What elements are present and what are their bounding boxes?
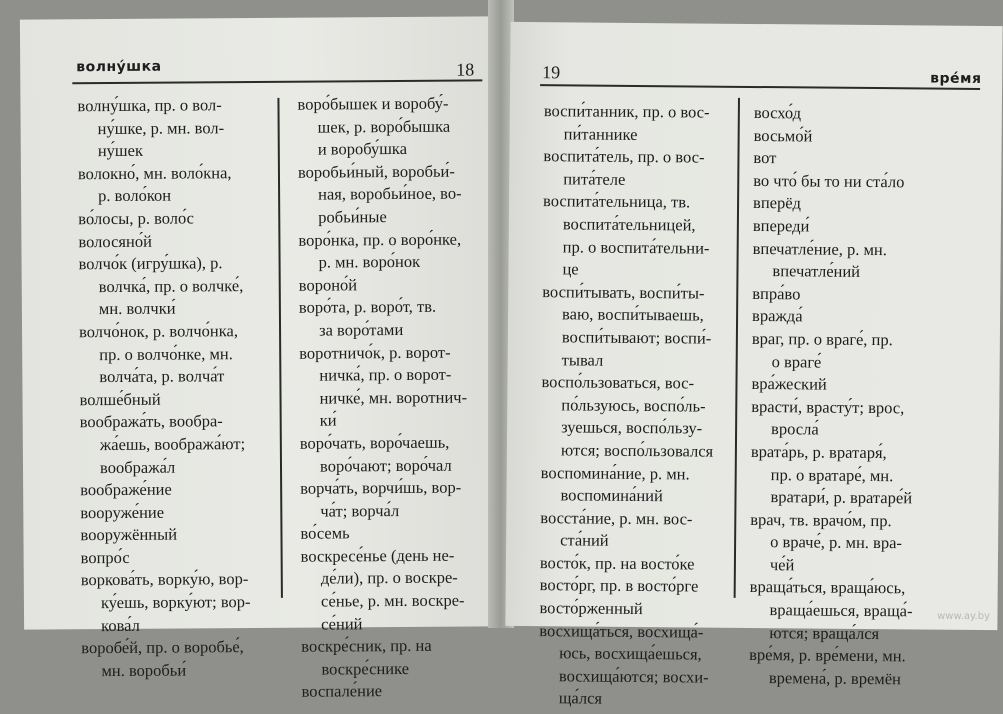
dictionary-line: вражда́ <box>752 306 803 326</box>
dictionary-line: зуешься, воспо́льзу- <box>561 417 703 438</box>
dictionary-line: воскре́сник, пр. на <box>301 636 432 656</box>
left-column-1 <box>77 94 251 683</box>
dictionary-line: во что́ бы то ни ста́ло <box>753 170 905 192</box>
dictionary-line: впечатле́ний <box>772 261 861 282</box>
dictionary-line: воротничо́к, р. ворот- <box>299 342 451 363</box>
dictionary-line: вперёд <box>752 193 802 213</box>
dictionary-line: ща́лся <box>558 688 603 709</box>
dictionary-line: впереди́ <box>752 215 810 236</box>
dictionary-line: тывал <box>561 349 604 370</box>
dictionary-line: времена́, р. времён <box>768 667 902 689</box>
right-column-2 <box>749 102 917 691</box>
dictionary-line: ваю, воспи́тываешь, <box>562 304 704 325</box>
dictionary-line: воро́чают; воро́чал <box>319 455 452 476</box>
dictionary-line: ки́ <box>319 410 337 430</box>
dictionary-line: ются; враща́лся <box>769 622 880 643</box>
dictionary-line: ворча́ть, ворчи́шь, вор- <box>300 477 462 498</box>
dictionary-line: воспомина́ний <box>560 485 663 506</box>
header-rule-left <box>72 79 482 84</box>
dictionary-line: вопро́с <box>80 547 130 568</box>
dictionary-line: восто́рг, пр. в восто́рге <box>539 575 699 596</box>
dictionary-line: се́ний <box>321 613 363 634</box>
left-column-2 <box>297 93 469 704</box>
dictionary-line: волокно́, мн. воло́кна, <box>77 162 232 184</box>
dictionary-line: пр. о воспита́тельни- <box>562 236 710 258</box>
dictionary-line: враща́ешься, враща́- <box>769 600 913 621</box>
dictionary-line: жа́ешь, вообража́ют; <box>99 433 246 455</box>
dictionary-line: пр. о волчо́нке, мн. <box>99 343 233 364</box>
column-divider-left <box>277 98 282 598</box>
header-rule-right <box>540 84 980 90</box>
running-head-left: волну́шка <box>76 58 162 76</box>
dictionary-line: по́льзуюсь, воспо́ль- <box>561 395 706 416</box>
dictionary-line: воспи́тывать, воспи́ты- <box>542 281 705 303</box>
dictionary-line: вороно́й <box>298 275 358 295</box>
dictionary-line: воскресе́нье (день не- <box>300 545 455 566</box>
dictionary-line: вооружённый <box>80 524 178 545</box>
dictionary-line: р. мн. воро́нок <box>318 252 421 272</box>
dictionary-line: впра́во <box>752 283 801 304</box>
left-page <box>20 16 494 702</box>
dictionary-line: врасти́, врасту́т; врос, <box>751 396 905 418</box>
dictionary-line: кова́л <box>101 615 140 635</box>
dictionary-line: ку́ешь, ворку́ют; вор- <box>100 592 251 613</box>
dictionary-line: юсь, восхища́ешься, <box>559 643 702 664</box>
dictionary-line: враща́ться, враща́юсь, <box>749 577 906 598</box>
dictionary-line: воспомина́ние, р. мн. <box>540 462 690 483</box>
dictionary-line: пр. о вратаре́, мн. <box>770 464 894 485</box>
dictionary-line: впечатле́ние, р. мн. <box>752 238 887 259</box>
dictionary-line: ча́т; ворча́л <box>320 500 400 521</box>
dictionary-line: вот <box>753 148 777 168</box>
watermark: www.ay.by <box>937 611 990 622</box>
dictionary-line: ну́шек <box>97 140 143 161</box>
dictionary-line: робьи́ные <box>318 207 387 227</box>
column-divider-right <box>734 98 740 598</box>
dictionary-line: воспале́ние <box>301 681 383 702</box>
dictionary-line: о враге́ <box>771 351 822 372</box>
dictionary-line: воро́бышек и воробу́- <box>297 93 449 114</box>
dictionary-line: мн. воробьи́ <box>101 660 187 680</box>
dictionary-line: ются; воспо́льзовался <box>560 440 714 461</box>
dictionary-line: воро́нка, пр. о воро́нке, <box>298 229 462 250</box>
dictionary-line: вросла́ <box>771 419 819 439</box>
dictionary-line: вообража́ть, вообра- <box>79 411 223 432</box>
dictionary-line: вра́жеский <box>751 374 827 394</box>
dictionary-line: восхо́д <box>753 102 802 123</box>
dictionary-line: пи́таннике <box>563 123 638 144</box>
dictionary-line: р. воло́кон <box>98 185 172 206</box>
dictionary-line: волчо́нок, р. волчо́нка, <box>78 321 239 342</box>
dictionary-line: воспита́тельница, тв. <box>542 191 691 212</box>
dictionary-line: че́й <box>769 555 795 575</box>
dictionary-line: враг, пр. о враге́, пр. <box>751 328 893 350</box>
page-number-left: 18 <box>456 59 475 80</box>
dictionary-line: ну́шке, р. мн. вол- <box>97 117 225 138</box>
dictionary-line: ничка́, пр. о ворот- <box>319 364 452 385</box>
dictionary-line: во́лосы, р. воло́с <box>78 208 195 229</box>
dictionary-line: воро́чать, воро́чаешь, <box>299 432 450 453</box>
dictionary-line: врата́рь, р. вратаря́, <box>750 441 887 463</box>
dictionary-line: волну́шка, пр. о вол- <box>77 95 222 116</box>
dictionary-line: во́семь <box>300 523 350 543</box>
dictionary-line: воскре́снике <box>321 658 410 679</box>
dictionary-line: врач, тв. врачо́м, пр. <box>750 509 892 530</box>
dictionary-line: вре́мя, р. вре́мени, мн. <box>749 645 906 666</box>
dictionary-line: и воробу́шка <box>317 139 408 159</box>
dictionary-line: воспита́тель, пр. о вос- <box>543 146 705 167</box>
dictionary-line: волча́та, р. волча́т <box>99 366 225 387</box>
right-column-1 <box>539 100 717 712</box>
dictionary-line: де́ли), пр. о воскре- <box>320 568 458 589</box>
dictionary-line: волчо́к (игру́шка), р. <box>78 253 223 274</box>
dictionary-line: це <box>562 259 579 279</box>
dictionary-line: воробе́й, пр. о воробье́, <box>81 637 244 658</box>
dictionary-line: о враче́, р. мн. вра- <box>770 532 903 553</box>
running-head-right: вре́мя <box>930 70 982 87</box>
dictionary-line: воспо́льзоваться, вос- <box>541 372 695 393</box>
dictionary-line: волосяно́й <box>78 231 152 251</box>
dictionary-line: мн. волчки́ <box>98 298 176 319</box>
right-page <box>505 22 1002 709</box>
dictionary-line: воспи́тывают; воспи́- <box>561 327 712 348</box>
dictionary-line: восхища́ются; восхи- <box>558 666 709 687</box>
dictionary-line: волше́бный <box>79 389 161 409</box>
dictionary-line: ничке́, мн. воротнич- <box>319 387 468 408</box>
dictionary-line: пита́теле <box>563 169 626 189</box>
dictionary-line: восьмо́й <box>753 125 813 146</box>
dictionary-line: воспита́тельницей, <box>562 214 696 235</box>
dictionary-line: вооруже́ние <box>80 502 165 522</box>
dictionary-line: за воро́тами <box>318 319 404 340</box>
dictionary-line: шек, р. воро́бышка <box>317 116 451 137</box>
dictionary-line: воображе́ние <box>80 479 172 500</box>
dictionary-line: восто́к, пр. на восто́ке <box>539 553 695 574</box>
dictionary-line: ста́ний <box>560 530 609 551</box>
dictionary-line: восста́ние, р. мн. вос- <box>540 507 693 529</box>
dictionary-line: вообража́л <box>99 457 176 477</box>
dictionary-line: волчка́, пр. о волчке́, <box>98 275 244 296</box>
dictionary-line: воробьи́ный, воробьи́- <box>297 161 455 182</box>
dictionary-line: восто́рженный <box>539 598 643 619</box>
dictionary-line: воспи́танник, пр. о вос- <box>543 101 710 122</box>
dictionary-line: се́нье, р. мн. воскре- <box>320 590 465 611</box>
dictionary-line: ная, воробьи́ное, во- <box>318 183 462 204</box>
page-number-right: 19 <box>542 62 561 83</box>
dictionary-line: вратари́, р. вратаре́й <box>770 487 913 508</box>
dictionary-line: восхища́ться, восхища́- <box>539 620 704 642</box>
dictionary-line: воркова́ть, ворку́ю, вор- <box>80 569 249 590</box>
dictionary-line: воро́та, р. воро́т, тв. <box>298 297 437 318</box>
